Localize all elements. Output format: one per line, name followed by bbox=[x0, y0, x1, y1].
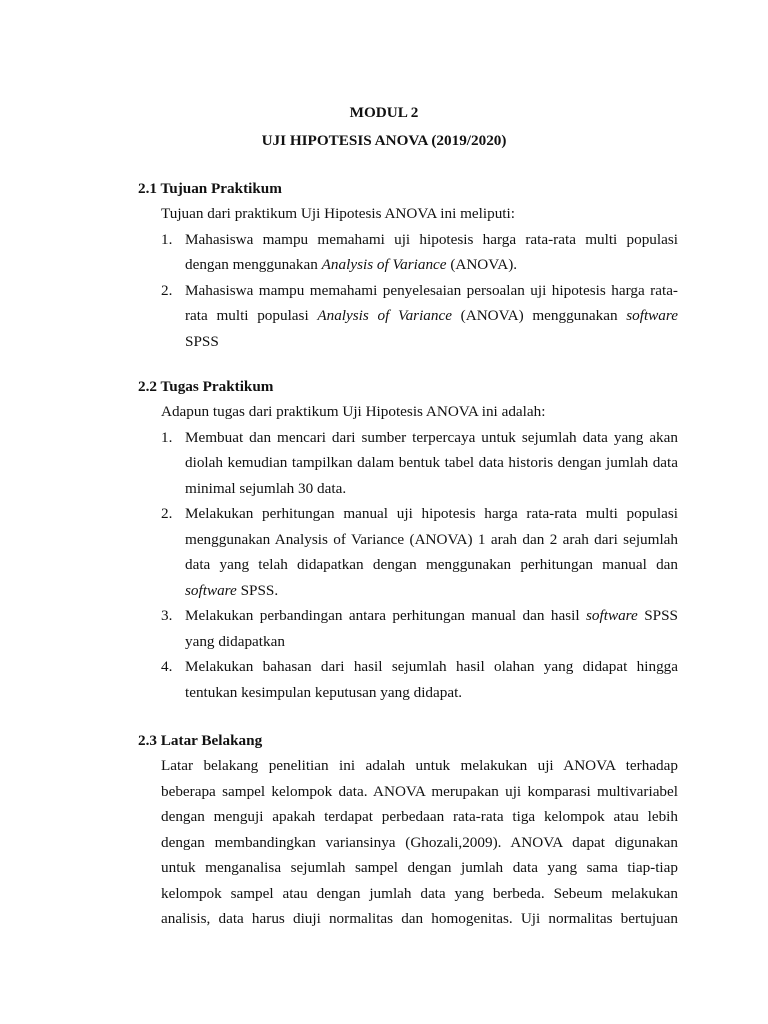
italic-term: software bbox=[185, 581, 237, 599]
paragraph-line: untuk menganalisa sejumlah sampel dengan jumlah data yang sama tiap-tiap bbox=[161, 859, 678, 876]
italic-term: software bbox=[586, 607, 638, 624]
list-line: rata multi populasi Analysis of Variance (ANOVA) menggunakan software bbox=[185, 307, 678, 324]
section-intro: Adapun tugas dari praktikum Uji Hipotesis ANOVA ini adalah: bbox=[161, 403, 546, 420]
section-heading: 2.1 Tujuan Praktikum bbox=[138, 180, 282, 197]
list-line: tentukan kesimpulan keputusan yang didapat. bbox=[185, 683, 463, 701]
list-line: Mahasiswa mampu memahami uji hipotesis harga rata-rata multi populasi bbox=[185, 230, 678, 248]
section-heading: 2.2 Tugas Praktikum bbox=[138, 378, 274, 395]
list-item bbox=[138, 603, 678, 654]
paragraph-line: dengan menguji apakah terdapat perbedaan rata-rata tiga kelompok atau lebih bbox=[161, 808, 678, 825]
list-item bbox=[138, 654, 678, 705]
task-list bbox=[138, 425, 678, 706]
objective-list bbox=[138, 227, 678, 355]
list-line: Mahasiswa mampu memahami penyelesaian persoalan uji hipotesis harga rata- bbox=[185, 281, 678, 299]
paragraph-line: kelompok sampel atau dengan jumlah data yang berbeda. Sebeum melakukan bbox=[161, 884, 678, 902]
paragraph-line: Latar belakang penelitian ini adalah untuk melakukan uji ANOVA terhadap bbox=[161, 757, 678, 774]
list-line: Melakukan bahasan dari hasil sejumlah hasil olahan yang didapat hingga bbox=[185, 658, 678, 675]
section-latar-belakang bbox=[138, 731, 678, 932]
document-title: UJI HIPOTESIS ANOVA (2019/2020) bbox=[261, 132, 507, 149]
list-line: Melakukan perbandingan antara perhitungan manual dan hasil software SPSS bbox=[185, 607, 678, 624]
italic-term: Analysis of Variance bbox=[317, 307, 452, 324]
list-line: Membuat dan mencari dari sumber terpercaya untuk sejumlah data yang akan bbox=[185, 428, 678, 446]
paragraph-line: analisis, data harus diuji normalitas dan homogenitas. Uji normalitas bertujuan bbox=[161, 910, 678, 927]
list-line: diolah kemudian tampilkan dalam bentuk tabel data historis dengan jumlah data bbox=[185, 454, 678, 471]
list-item bbox=[138, 501, 678, 603]
list-number: 3. bbox=[161, 607, 173, 624]
list-line: SPSS bbox=[185, 332, 219, 350]
italic-term: Analysis of Variance bbox=[321, 256, 447, 273]
list-number: 1. bbox=[161, 230, 173, 248]
list-line: minimal sejumlah 30 data. bbox=[185, 479, 347, 497]
list-item bbox=[138, 278, 678, 355]
title-block bbox=[0, 103, 768, 159]
list-item bbox=[138, 227, 678, 278]
list-number: 4. bbox=[161, 658, 173, 675]
paragraph-line: dengan membandingkan variansinya (Ghozali,2009). ANOVA dapat digunakan bbox=[161, 833, 678, 851]
section-intro: Tujuan dari praktikum Uji Hipotesis ANOVA ini meliputi: bbox=[161, 205, 515, 222]
list-line: Melakukan perhitungan manual uji hipotesis harga rata-rata multi populasi bbox=[185, 505, 678, 522]
list-line: yang didapatkan bbox=[185, 632, 285, 650]
section-tujuan bbox=[138, 179, 678, 354]
list-line: dengan menggunakan Analysis of Variance (ANOVA). bbox=[185, 256, 518, 273]
italic-term: software bbox=[626, 307, 678, 324]
section-tugas bbox=[138, 377, 678, 705]
list-number: 2. bbox=[161, 505, 173, 522]
background-paragraph bbox=[138, 753, 678, 932]
list-number: 2. bbox=[161, 281, 173, 299]
list-line: data yang telah didapatkan dengan menggunakan perhitungan manual dan bbox=[185, 556, 678, 573]
section-heading: 2.3 Latar Belakang bbox=[138, 732, 263, 749]
list-line: menggunakan Analysis of Variance (ANOVA) 1 arah dan 2 arah dari sejumlah bbox=[185, 530, 678, 548]
list-line: software SPSS. bbox=[185, 581, 279, 599]
module-label: MODUL 2 bbox=[349, 104, 419, 121]
list-number: 1. bbox=[161, 428, 173, 446]
paragraph-line: beberapa sampel kelompok data. ANOVA merupakan uji komparasi multivariabel bbox=[161, 782, 678, 800]
list-item bbox=[138, 425, 678, 502]
